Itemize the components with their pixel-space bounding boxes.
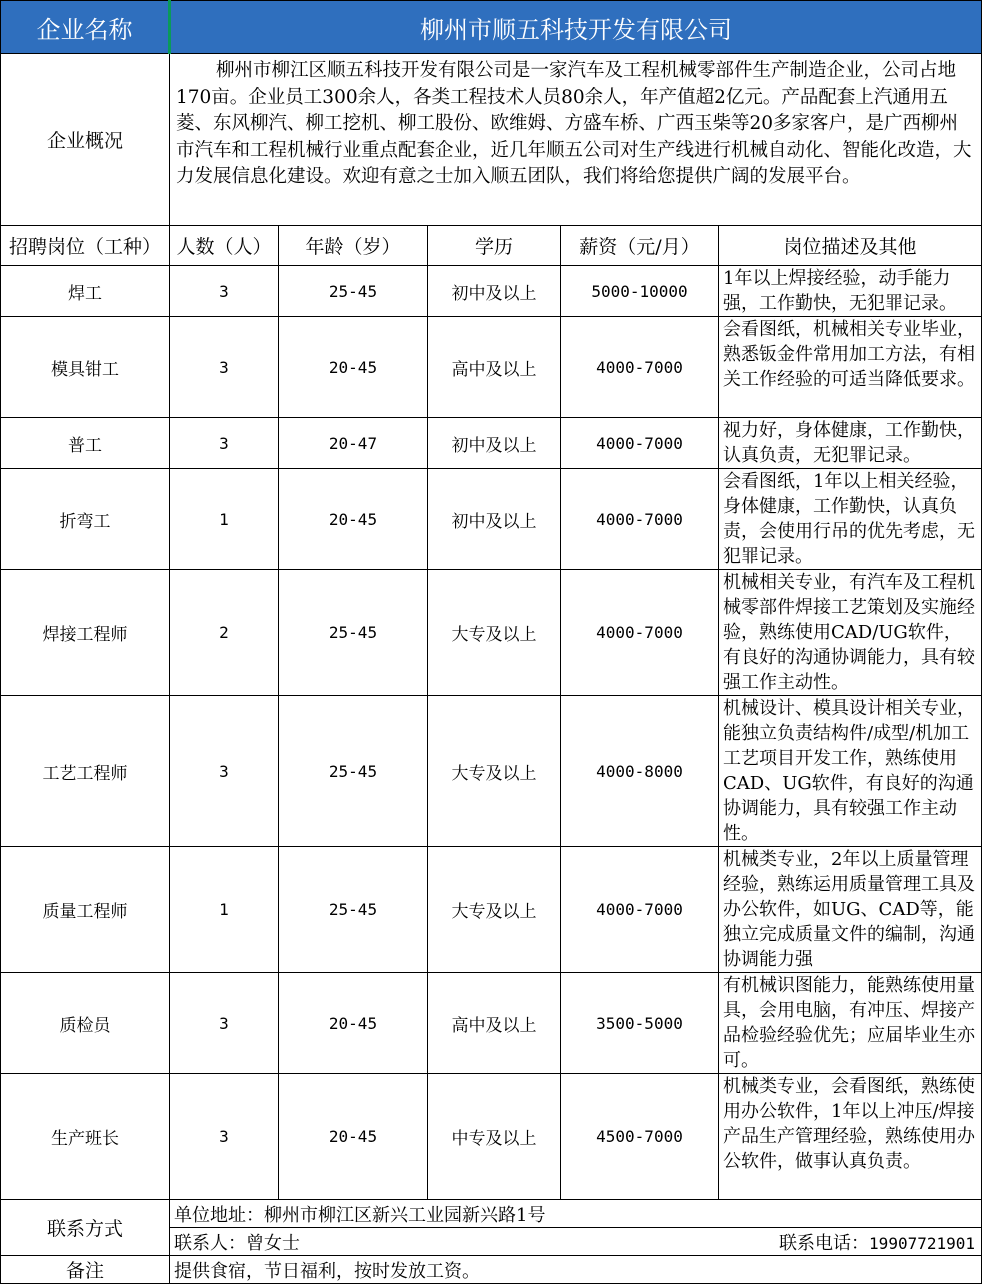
job-age: 20-47 (279, 418, 428, 469)
job-title: 焊接工程师 (1, 570, 170, 696)
job-salary: 4000-8000 (561, 696, 719, 847)
contact-label: 联系方式 (1, 1200, 170, 1256)
job-education: 高中及以上 (428, 317, 561, 418)
job-age: 25-45 (279, 696, 428, 847)
col-header-salary: 薪资（元/月） (561, 226, 719, 266)
col-header-education: 学历 (428, 226, 561, 266)
job-title: 焊工 (1, 266, 170, 317)
job-education: 大专及以上 (428, 696, 561, 847)
table-row (1, 696, 982, 847)
job-salary: 4000-7000 (561, 317, 719, 418)
job-age: 25-45 (279, 847, 428, 973)
table-row (1, 418, 982, 469)
job-description: 会看图纸，1年以上相关经验，身体健康，工作勤快，认真负责，会使用行吊的优先考虑，无犯罪记录。 (719, 469, 982, 570)
job-count: 3 (170, 973, 279, 1074)
job-count: 3 (170, 1074, 279, 1200)
job-salary: 4000-7000 (561, 469, 719, 570)
job-title: 生产班长 (1, 1074, 170, 1200)
job-count: 3 (170, 696, 279, 847)
contact-line (170, 1228, 982, 1256)
col-header-position: 招聘岗位（工种） (1, 226, 170, 266)
job-description: 机械类专业，会看图纸，熟练使用办公软件，1年以上冲压/焊接产品生产管理经验，熟练使用办公软件，做事认真负责。 (719, 1074, 982, 1200)
contact-person: 联系人：曾女士 (174, 1232, 300, 1254)
table-row (1, 469, 982, 570)
job-education: 大专及以上 (428, 570, 561, 696)
job-salary: 4000-7000 (561, 570, 719, 696)
job-title: 工艺工程师 (1, 696, 170, 847)
job-title: 模具钳工 (1, 317, 170, 418)
table-row (1, 973, 982, 1074)
job-salary: 4500-7000 (561, 1074, 719, 1200)
job-description: 有机械识图能力，能熟练使用量具，会用电脑，有冲压、焊接产品检验经验优先；应届毕业生亦可。 (719, 973, 982, 1074)
col-header-description: 岗位描述及其他 (719, 226, 982, 266)
job-description: 视力好，身体健康，工作勤快，认真负责，无犯罪记录。 (719, 418, 982, 469)
job-age: 20-45 (279, 317, 428, 418)
company-name: 柳州市顺五科技开发有限公司 (170, 1, 982, 54)
job-count: 1 (170, 469, 279, 570)
job-salary: 4000-7000 (561, 847, 719, 973)
remarks-label: 备注 (1, 1256, 170, 1284)
job-education: 中专及以上 (428, 1074, 561, 1200)
table-row (1, 317, 982, 418)
company-name-label: 企业名称 (1, 1, 170, 54)
overview-text: 柳州市柳江区顺五科技开发有限公司是一家汽车及工程机械零部件生产制造企业，公司占地170亩。企业员工300余人，各类工程技术人员80余人，年产值超2亿元。产品配套上汽通用五菱、东风柳汽、柳工挖机、柳工股份、欧维姆、方盛车桥、广西玉柴等20多家客户，是广西柳州市汽车和工程机械行业重点配套企业，近几年顺五公司对生产线进行机械自动化、智能化改造，大力发展信息化建设。欢迎有意之士加入顺五团队，我们将给您提供广阔的发展平台。 (170, 54, 982, 226)
job-age: 20-45 (279, 469, 428, 570)
contact-phone (779, 1229, 981, 1255)
remarks-text: 提供食宿，节日福利，按时发放工资。 (170, 1256, 982, 1284)
job-title: 质量工程师 (1, 847, 170, 973)
job-education: 高中及以上 (428, 973, 561, 1074)
job-age: 20-45 (279, 973, 428, 1074)
job-title: 普工 (1, 418, 170, 469)
job-description: 机械类专业，2年以上质量管理经验，熟练运用质量管理工具及办公软件，如UG、CAD等，能独立完成质量文件的编制，沟通协调能力强 (719, 847, 982, 973)
job-description: 机械设计、模具设计相关专业，能独立负责结构件/成型/机加工工艺项目开发工作，熟练使用CAD、UG软件，有良好的沟通协调能力，具有较强工作主动性。 (719, 696, 982, 847)
table-row (1, 570, 982, 696)
job-age: 25-45 (279, 570, 428, 696)
job-description: 机械相关专业，有汽车及工程机械零部件焊接工艺策划及实施经验，熟练使用CAD/UG软件，有良好的沟通协调能力，具有较强工作主动性。 (719, 570, 982, 696)
job-age: 20-45 (279, 1074, 428, 1200)
table-row (1, 266, 982, 317)
job-count: 3 (170, 266, 279, 317)
job-salary: 5000-10000 (561, 266, 719, 317)
table-row (1, 847, 982, 973)
job-title: 折弯工 (1, 469, 170, 570)
contact-phone-label: 联系电话： (779, 1232, 870, 1254)
job-education: 初中及以上 (428, 418, 561, 469)
job-education: 初中及以上 (428, 469, 561, 570)
job-count: 1 (170, 847, 279, 973)
job-title: 质检员 (1, 973, 170, 1074)
job-education: 初中及以上 (428, 266, 561, 317)
job-description: 1年以上焊接经验，动手能力强，工作勤快，无犯罪记录。 (719, 266, 982, 317)
job-description: 会看图纸，机械相关专业毕业，熟悉钣金件常用加工方法，有相关工作经验的可适当降低要求。 (719, 317, 982, 418)
job-age: 25-45 (279, 266, 428, 317)
overview-label: 企业概况 (1, 54, 170, 226)
col-header-age: 年龄（岁） (279, 226, 428, 266)
job-salary: 3500-5000 (561, 973, 719, 1074)
col-header-count: 人数（人） (170, 226, 279, 266)
job-salary: 4000-7000 (561, 418, 719, 469)
contact-phone-number: 19907721901 (869, 1233, 976, 1253)
job-count: 3 (170, 317, 279, 418)
table-row (1, 1074, 982, 1200)
job-education: 大专及以上 (428, 847, 561, 973)
job-count: 3 (170, 418, 279, 469)
contact-address: 单位地址：柳州市柳江区新兴工业园新兴路1号 (170, 1200, 982, 1228)
job-count: 2 (170, 570, 279, 696)
